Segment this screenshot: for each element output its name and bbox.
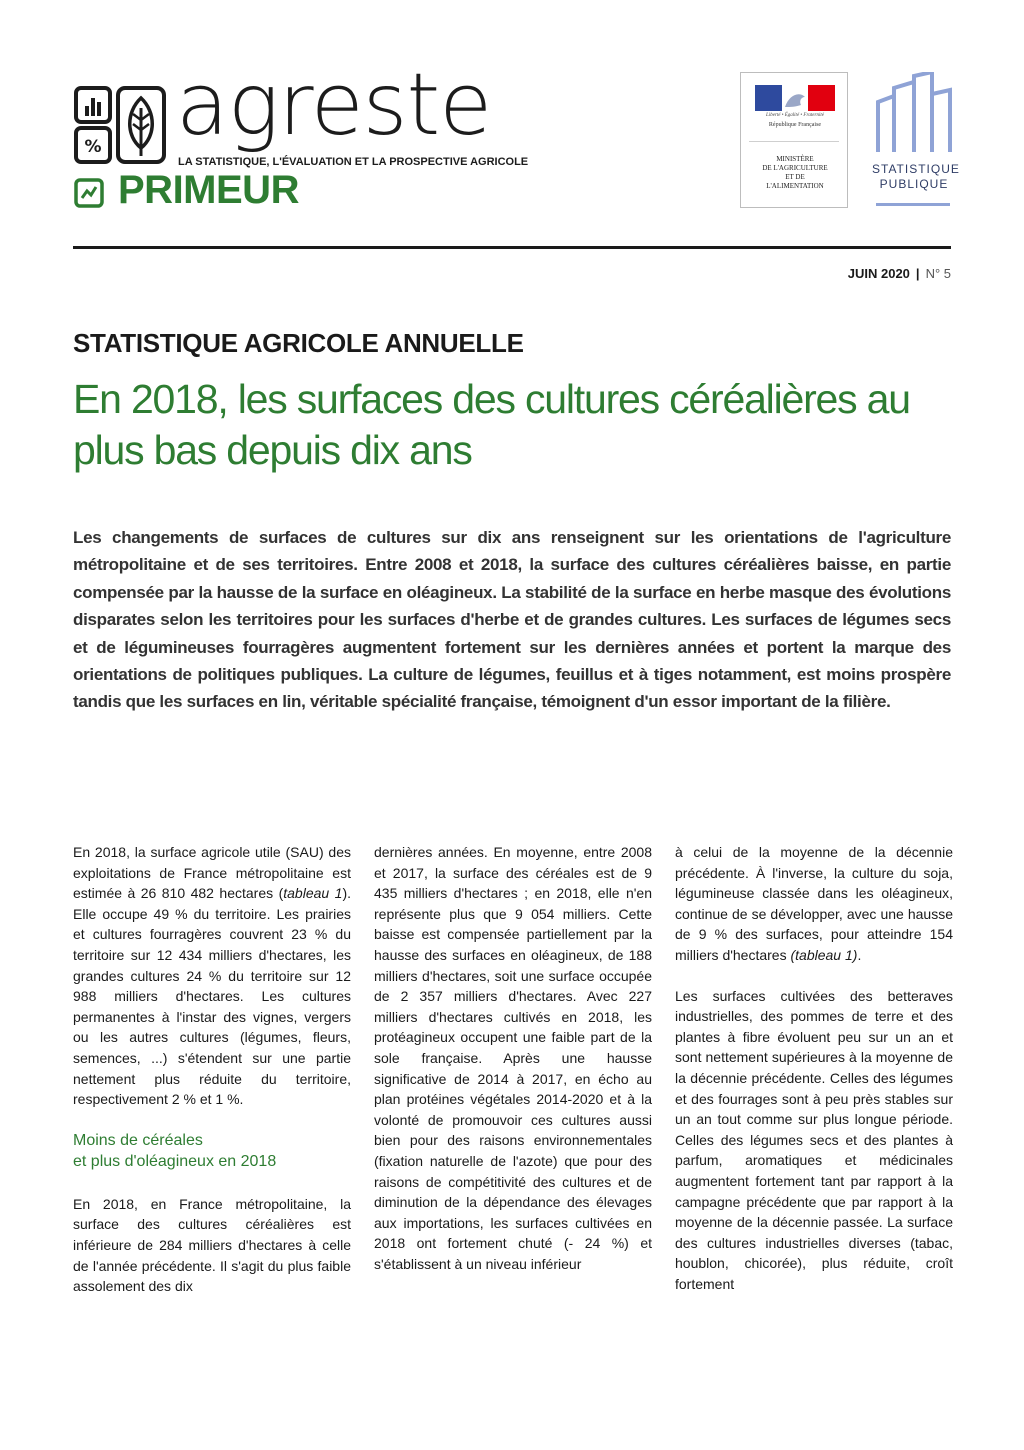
chart-icon [76,88,110,122]
subheading: Moins de céréales et plus d'oléagineux en 2018 [73,1131,277,1170]
section-title: STATISTIQUE AGRICOLE ANNUELLE [73,328,524,358]
header-divider [73,246,951,249]
ministry-name: MINISTÈRE DE L'AGRICULTURE ET DE L'ALIMENTATION [762,155,828,190]
agreste-tagline: LA STATISTIQUE, L'ÉVALUATION ET LA PROSPECTIVE AGRICOLE [178,156,529,168]
text-column-1 [73,842,351,1297]
paragraph [73,842,351,1110]
primeur-label: PRIMEUR [118,168,299,212]
issue-info [848,266,951,281]
percent-icon [76,128,110,162]
paragraph [675,842,953,966]
paragraph-text: . [857,946,862,963]
agreste-wordmark: agreste [176,55,492,155]
statistique-publique-underline [876,203,950,206]
paragraph-text: En 2018, la surface agricole utile (SAU) des exploitations de France métropolitaine est estimée à 26 810 482 hectares ( [73,844,351,902]
ministry-logo [740,72,848,208]
issue-date: JUIN 2020 [847,266,910,281]
text-column-3 [675,842,953,1294]
article-title: En 2018, les surfaces des cultures céréalières au plus bas depuis dix ans [73,376,910,473]
ministry-divider [749,141,839,142]
statistique-publique-label: STATISTIQUE PUBLIQUE [872,162,960,191]
article-abstract: Les changements de surfaces de cultures sur dix ans renseignent sur les orientations de l'agriculture métropolitaine et de ses territoires. Entre 2008 et 2018, la surface des cultures céréalières baisse, en partie compensée par la hausse de la surface en oléagineux. La stabilité de la surface en herbe masque des évolutions disparates selon les territoires pour les surfaces d'herbe et de grandes cultures. Les surfaces de légumes secs et de légumineuses fourragères augmentent fortement sur les dernières années et portent la marque des orientations de politiques publiques. La culture de légumes, feuillus et à tiges notamment, est moins prospère tandis que les surfaces en lin, véritable spécialité française, témoignent d'un essor important de la filière. [73,528,951,712]
agreste-logo-icons [74,86,166,166]
paragraph: Les surfaces cultivées des betteraves industrielles, des pommes de terre et des plantes à fibre évoluent peu sur un an et sont nettement supérieures à la moyenne de la décennie précédente. Celles des légumes et des fourrages sont à peu près stables sur un an tout comme sur plus longue période. Celles des légumes secs et des plantes à parfum, aromatiques et médicinales augmentent fortement tant par rapport à la campagne précédente que par rapport à la moyenne de la décennie passée. La surface des cultures industrielles diverses (tabac, houblon, chicorée), plus réduite, croît fortement [675,987,953,1292]
ministry-motto: Liberté • Égalité • Fraternité [766,113,824,118]
leaf-icon [118,88,164,162]
trend-icon [74,178,104,208]
marianne-icon [755,85,835,111]
table-reference: (tableau 1) [790,946,858,963]
ministry-republic: République Française [768,122,822,128]
statistique-publique-icon [874,72,954,158]
paragraph-text: à celui de la moyenne de la décennie précédente. À l'inverse, la culture du soja, légumineuse classée dans les oléagineux, continue de se développer, avec une hausse de 9 % des surfaces, pour atteindre 154 milliers d'hectares [675,844,953,963]
issue-separator: | [915,266,920,281]
paragraph-text: ). Elle occupe 49 % du territoire. Les prairies et cultures fourragères couvrent 23 % du territoire sur 12 434 milliers d'hectares, les grandes cultures 24 % du territoire sur 12 988 milliers d'hectares. Les cultures permanentes à l'instar des vignes, vergers ou les autres cultures (légumes, fleurs, semences, ...) s'étendent sur une partie nettement plus réduite du territoire, respectivement 2 % et 1 %. [73,885,351,1108]
table-reference: tableau 1 [283,885,343,902]
svg-text:%: % [84,137,102,157]
text-column-2 [374,842,652,1274]
paragraph: dernières années. En moyenne, entre 2008 et 2017, la surface des céréales est de 9 435 milliers d'hectares ; en 2018, elle n'en représente plus que 9 054 milliers. Cette baisse est compensée partiellement par la hausse des surfaces en oléagineux, de 188 milliers d'hectares, soit une surface occupée de 2 357 milliers d'hectares. Avec 227 milliers d'hectares cultivés en 2018, les protéagineux occupent une faible part de la sole française. Après une hausse significative de 2014 à 2017, en écho au plan protéines végétales 2014-2020 et à la volonté de promouvoir ces cultures aussi bien pour des raisons environnementales (fixation naturelle de l'azote) que pour des raisons de compétitivité des cultures et de diminution de la dépendance des élevages aux importations, les surfaces cultivées en 2018 ont fortement chuté (- 24 %) et s'établissent à un niveau inférieur [374,844,652,1272]
paragraph: En 2018, en France métropolitaine, la surface des cultures céréalières est inférieure de 284 milliers d'hectares à celle de l'année précédente. Il s'agit du plus faible assolement des dix [73,1195,351,1295]
issue-number: N° 5 [925,266,951,281]
